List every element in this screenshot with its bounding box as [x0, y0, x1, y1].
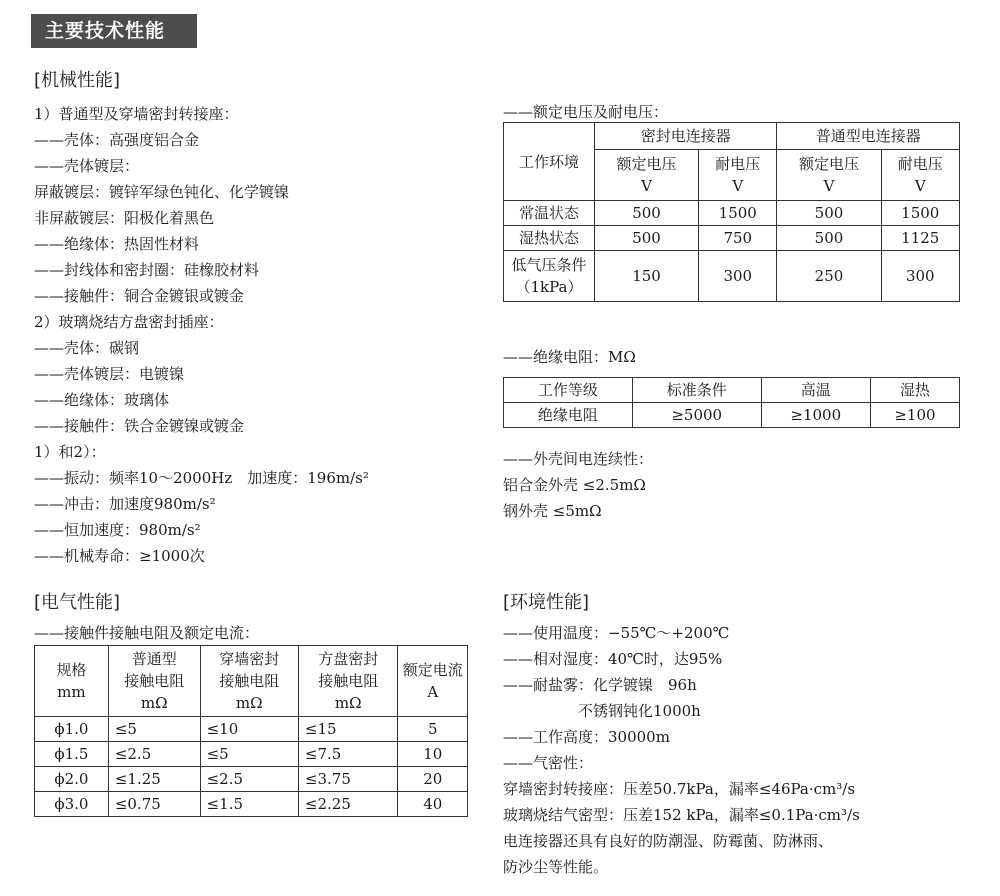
continuity-block — [503, 446, 653, 524]
table-cell: ≤7.5 — [298, 742, 398, 767]
header-cell: 普通型 接触电阻 mΩ — [108, 646, 200, 717]
table-row — [35, 792, 468, 817]
table-cell: ≤15 — [298, 717, 398, 742]
table-cell: 500 — [777, 201, 881, 226]
table-cell: 500 — [595, 226, 699, 251]
table-cell: 1125 — [881, 226, 959, 251]
mechanical-line: 1）普通型及穿墙密封转接座： — [34, 105, 239, 123]
table-row — [504, 201, 960, 226]
header-cell: 标准条件 — [632, 378, 761, 403]
continuity-line: 钢外壳 ≤5mΩ — [503, 502, 602, 520]
voltage-table — [503, 122, 960, 302]
header-cell: 普通型电连接器 — [777, 123, 960, 150]
row-label: 低气压条件 （1kPa） — [504, 251, 595, 302]
table-header-row — [35, 646, 468, 717]
mechanical-line: 非屏蔽镀层：阳极化着黑色 — [34, 209, 215, 227]
contact-resistance-caption: ——接触件接触电阻及额定电流： — [34, 624, 260, 642]
table-row — [504, 403, 960, 428]
header-cell: 规格 mm — [35, 646, 109, 717]
table-cell: ϕ1.0 — [35, 717, 109, 742]
table-row — [504, 251, 960, 302]
table-cell: ≤5 — [200, 742, 298, 767]
table-cell: 1500 — [881, 201, 959, 226]
table-cell: 1500 — [699, 201, 777, 226]
mechanical-line: ——振动：频率10～2000Hz 加速度：196m/s² — [34, 469, 369, 487]
row-label: 常温状态 — [504, 201, 595, 226]
environmental-heading: [环境性能] — [503, 592, 590, 613]
mechanical-line: 2）玻璃烧结方盘密封插座： — [34, 313, 224, 331]
table-cell: 300 — [881, 251, 959, 302]
header-cell: 密封电连接器 — [595, 123, 777, 150]
header-cell: 工作等级 — [504, 378, 633, 403]
table-cell: ≥5000 — [632, 403, 761, 428]
table-cell: ≤1.25 — [108, 767, 200, 792]
header-cell: 工作环境 — [504, 123, 595, 201]
voltage-caption: ——额定电压及耐电压： — [503, 103, 669, 121]
section-banner: 主要技术性能 — [31, 14, 197, 48]
table-cell: ≥1000 — [761, 403, 870, 428]
header-cell: 额定电流 A — [398, 646, 468, 717]
continuity-line: 铝合金外壳 ≤2.5mΩ — [503, 476, 646, 494]
header-cell: 额定电压 V — [777, 150, 881, 201]
mechanical-list — [34, 101, 369, 569]
table-cell: 150 — [595, 251, 699, 302]
header-cell: 方盘密封 接触电阻 mΩ — [298, 646, 398, 717]
table-cell: ϕ2.0 — [35, 767, 109, 792]
environmental-list — [503, 620, 860, 880]
contact-resistance-table — [34, 645, 468, 817]
mechanical-line: ——壳体：碳钢 — [34, 339, 140, 357]
mechanical-line: ——接触件：铁合金镀镍或镀金 — [34, 417, 245, 435]
table-cell: ≤1.5 — [200, 792, 298, 817]
environmental-line: ——工作高度：30000m — [503, 728, 670, 746]
header-cell: 湿热 — [870, 378, 959, 403]
table-cell: ≤10 — [200, 717, 298, 742]
mechanical-line: ——绝缘体：热固性材料 — [34, 235, 200, 253]
mechanical-line: ——冲击：加速度980m/s² — [34, 495, 216, 513]
mechanical-line: 1）和2）： — [34, 443, 106, 461]
mechanical-line: ——绝缘体：玻璃体 — [34, 391, 170, 409]
table-cell: ≥100 — [870, 403, 959, 428]
header-cell: 穿墙密封 接触电阻 mΩ — [200, 646, 298, 717]
table-cell: 10 — [398, 742, 468, 767]
table-cell: ϕ1.5 — [35, 742, 109, 767]
header-cell: 耐电压 V — [881, 150, 959, 201]
table-row — [35, 767, 468, 792]
table-header-row — [504, 123, 960, 150]
table-cell: ≤3.75 — [298, 767, 398, 792]
table-cell: ≤0.75 — [108, 792, 200, 817]
environmental-line: ——相对湿度：40℃时，达95% — [503, 650, 723, 668]
header-cell: 耐电压 V — [699, 150, 777, 201]
environmental-line: 玻璃烧结气密型：压差152 kPa，漏率≤0.1Pa·cm³/s — [503, 806, 860, 824]
environmental-line: 穿墙密封转接座：压差50.7kPa，漏率≤46Pa·cm³/s — [503, 780, 856, 798]
table-cell: 5 — [398, 717, 468, 742]
table-cell: 750 — [699, 226, 777, 251]
environmental-line: 电连接器还具有良好的防潮湿、防霉菌、防淋雨、 — [503, 832, 834, 850]
table-header-row — [504, 378, 960, 403]
table-cell: ≤2.25 — [298, 792, 398, 817]
table-cell: 20 — [398, 767, 468, 792]
mechanical-line: ——壳体镀层：电镀镍 — [34, 365, 185, 383]
environmental-line: 不锈钢钝化1000h — [503, 702, 701, 720]
environmental-line: ——使用温度：−55℃～+200℃ — [503, 624, 730, 642]
table-cell: 500 — [777, 226, 881, 251]
table-cell: ≤5 — [108, 717, 200, 742]
header-cell: 高温 — [761, 378, 870, 403]
table-cell: ≤2.5 — [108, 742, 200, 767]
environmental-line: 防沙尘等性能。 — [503, 858, 609, 876]
table-row — [504, 226, 960, 251]
mechanical-line: ——机械寿命：≥1000次 — [34, 547, 205, 565]
table-cell: 40 — [398, 792, 468, 817]
mechanical-line: ——接触件：铜合金镀银或镀金 — [34, 287, 245, 305]
table-cell: 300 — [699, 251, 777, 302]
header-cell: 额定电压 V — [595, 150, 699, 201]
mechanical-line: 屏蔽镀层：镀锌军绿色钝化、化学镀镍 — [34, 183, 290, 201]
mechanical-line: ——壳体镀层： — [34, 157, 140, 175]
environmental-line: ——气密性： — [503, 754, 594, 772]
table-cell: 250 — [777, 251, 881, 302]
mechanical-line: ——壳体：高强度铝合金 — [34, 131, 200, 149]
row-label: 湿热状态 — [504, 226, 595, 251]
insulation-caption: ——绝缘电阻：MΩ — [503, 348, 636, 366]
mechanical-line: ——封线体和密封圈：硅橡胶材料 — [34, 261, 260, 279]
mechanical-heading: [机械性能] — [34, 70, 121, 91]
table-row — [35, 717, 468, 742]
environmental-line: ——耐盐雾：化学镀镍 96h — [503, 676, 697, 694]
mechanical-line: ——恒加速度：980m/s² — [34, 521, 201, 539]
electrical-heading: [电气性能] — [34, 592, 121, 613]
table-cell: ≤2.5 — [200, 767, 298, 792]
table-cell: 500 — [595, 201, 699, 226]
insulation-table — [503, 377, 960, 428]
table-cell: 绝缘电阻 — [504, 403, 633, 428]
continuity-line: ——外壳间电连续性： — [503, 450, 654, 468]
table-cell: ϕ3.0 — [35, 792, 109, 817]
table-row — [35, 742, 468, 767]
